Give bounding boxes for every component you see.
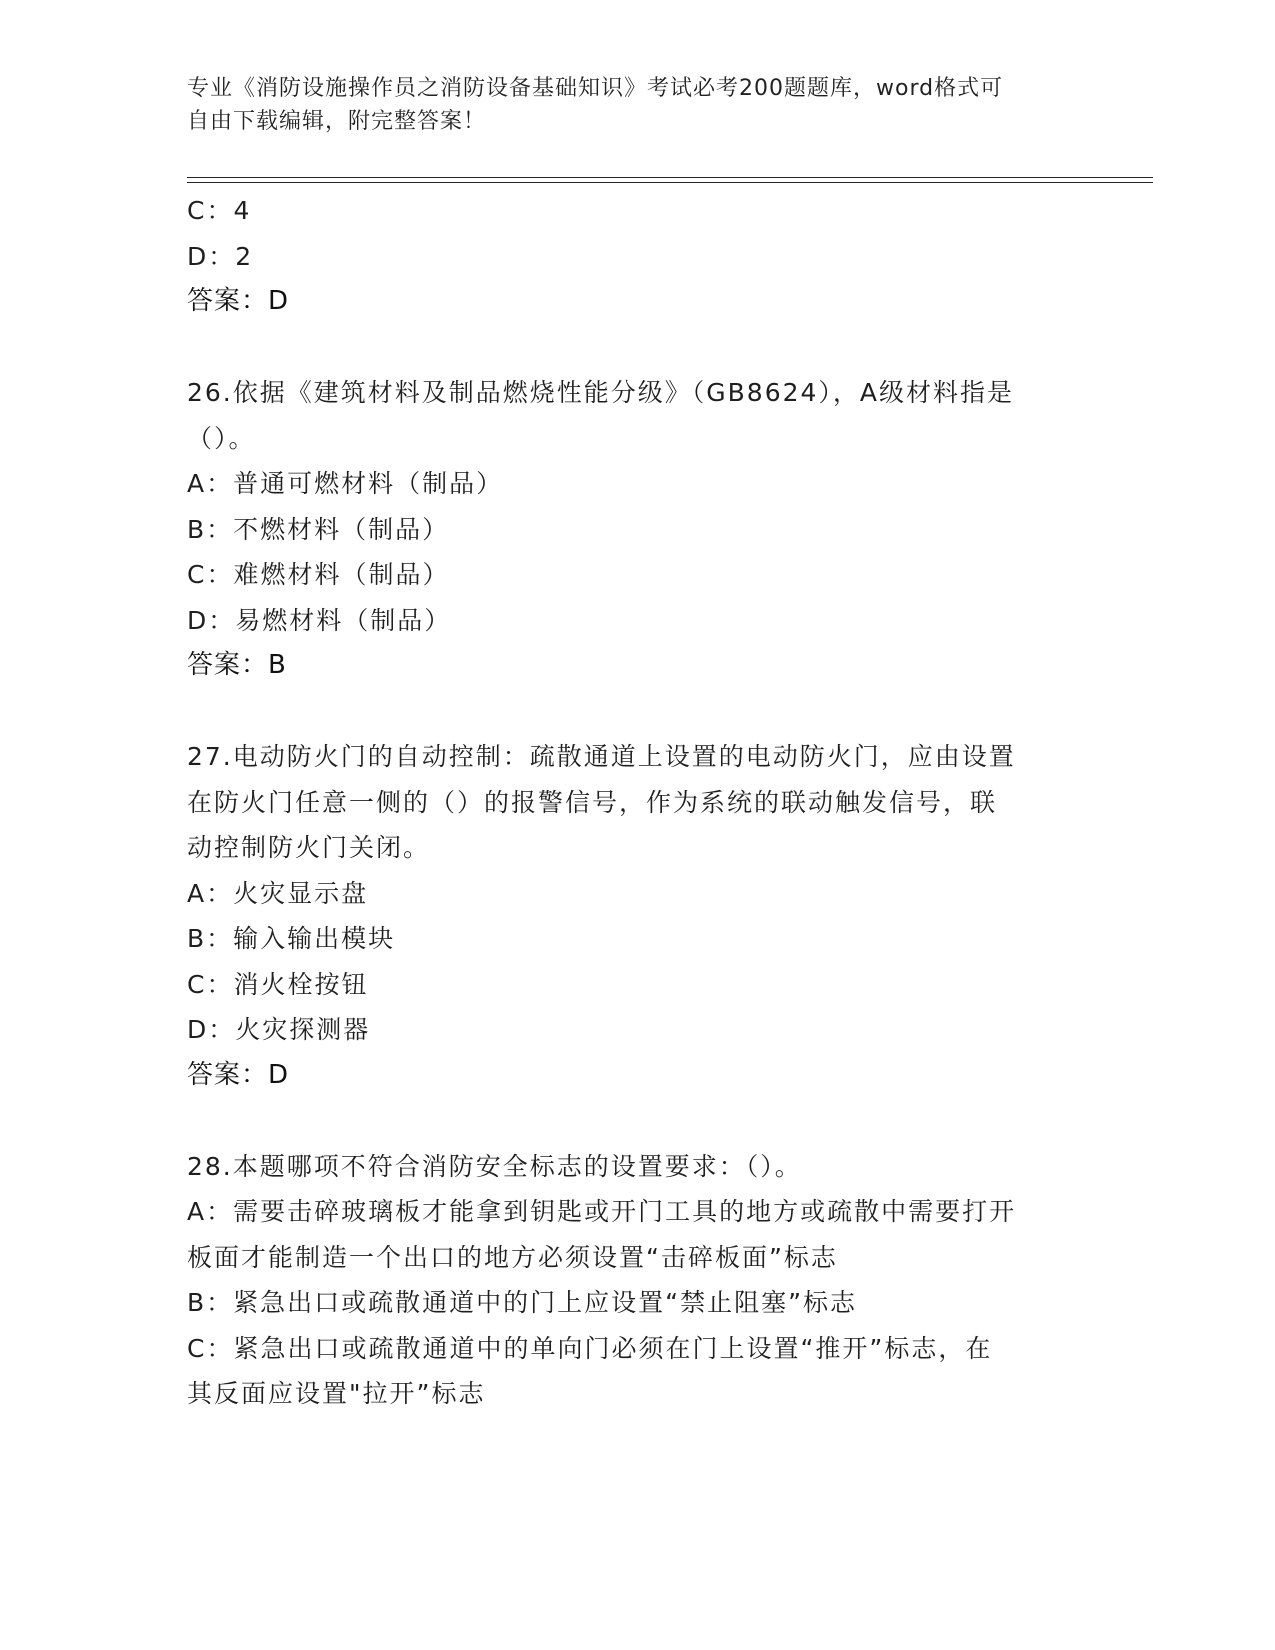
option-c: C：紧急出口或疏散通道中的单向门必须在门上设置“推开”标志，在: [187, 1333, 993, 1363]
answer-line: 答案：B: [187, 650, 287, 680]
option-b: B：紧急出口或疏散通道中的门上应设置“禁止阻塞”标志: [187, 1288, 858, 1317]
question-title-line: 27.电动防火门的自动控制：疏散通道上设置的电动防火门，应由设置: [187, 742, 1016, 771]
question-title-line: （）。: [187, 423, 256, 453]
option-c: C：消火栓按钮: [187, 969, 369, 999]
option-d: D：易燃材料（制品）: [187, 605, 452, 635]
question-title-line: 28.本题哪项不符合消防安全标志的设置要求：（）。: [187, 1151, 802, 1181]
header-rule-bottom: [187, 182, 1153, 183]
option-d: D：火灾探测器: [187, 1015, 371, 1044]
spacer: [187, 325, 1087, 371]
spacer: [187, 1098, 1087, 1144]
option-c-continued: 其反面应设置"拉开”标志: [187, 1379, 486, 1408]
header-line-1: 专业《消防设施操作员之消防设备基础知识》考试必考200题题库，word格式可: [187, 76, 1004, 101]
option-d: D：2: [187, 241, 254, 271]
header-rule-top: [187, 177, 1153, 178]
question-title-line: 动控制防火门关闭。: [187, 833, 431, 862]
question-title-line: 在防火门任意一侧的（）的报警信号，作为系统的联动触发信号，联: [187, 787, 998, 817]
option-c: C：难燃材料（制品）: [187, 560, 450, 589]
spacer: [187, 689, 1087, 735]
question-list: [187, 188, 1087, 1417]
option-b: B：不燃材料（制品）: [187, 514, 450, 544]
option-a-continued: 板面才能制造一个出口的地方必须设置“击碎板面”标志: [187, 1242, 838, 1272]
option-b: B：输入输出模块: [187, 924, 396, 953]
option-c: C：4: [187, 196, 252, 225]
answer-line: 答案：D: [187, 1059, 290, 1090]
question-26: [187, 370, 1087, 689]
question-27: [187, 734, 1087, 1098]
option-a: A：普通可燃材料（制品）: [187, 469, 504, 498]
question-28: [187, 1144, 1087, 1417]
option-a: A：需要击碎玻璃板才能拿到钥匙或开门工具的地方或疏散中需要打开: [187, 1197, 1017, 1226]
answer-line: 答案：D: [187, 286, 290, 316]
question-title-line: 26.依据《建筑材料及制品燃烧性能分级》（GB8624），A级材料指是: [187, 378, 1015, 407]
document-header: [187, 72, 1067, 138]
header-line-2: 自由下载编辑，附完整答案！: [187, 109, 487, 134]
option-a: A：火灾显示盘: [187, 878, 369, 908]
question-25-tail: [187, 188, 1087, 325]
